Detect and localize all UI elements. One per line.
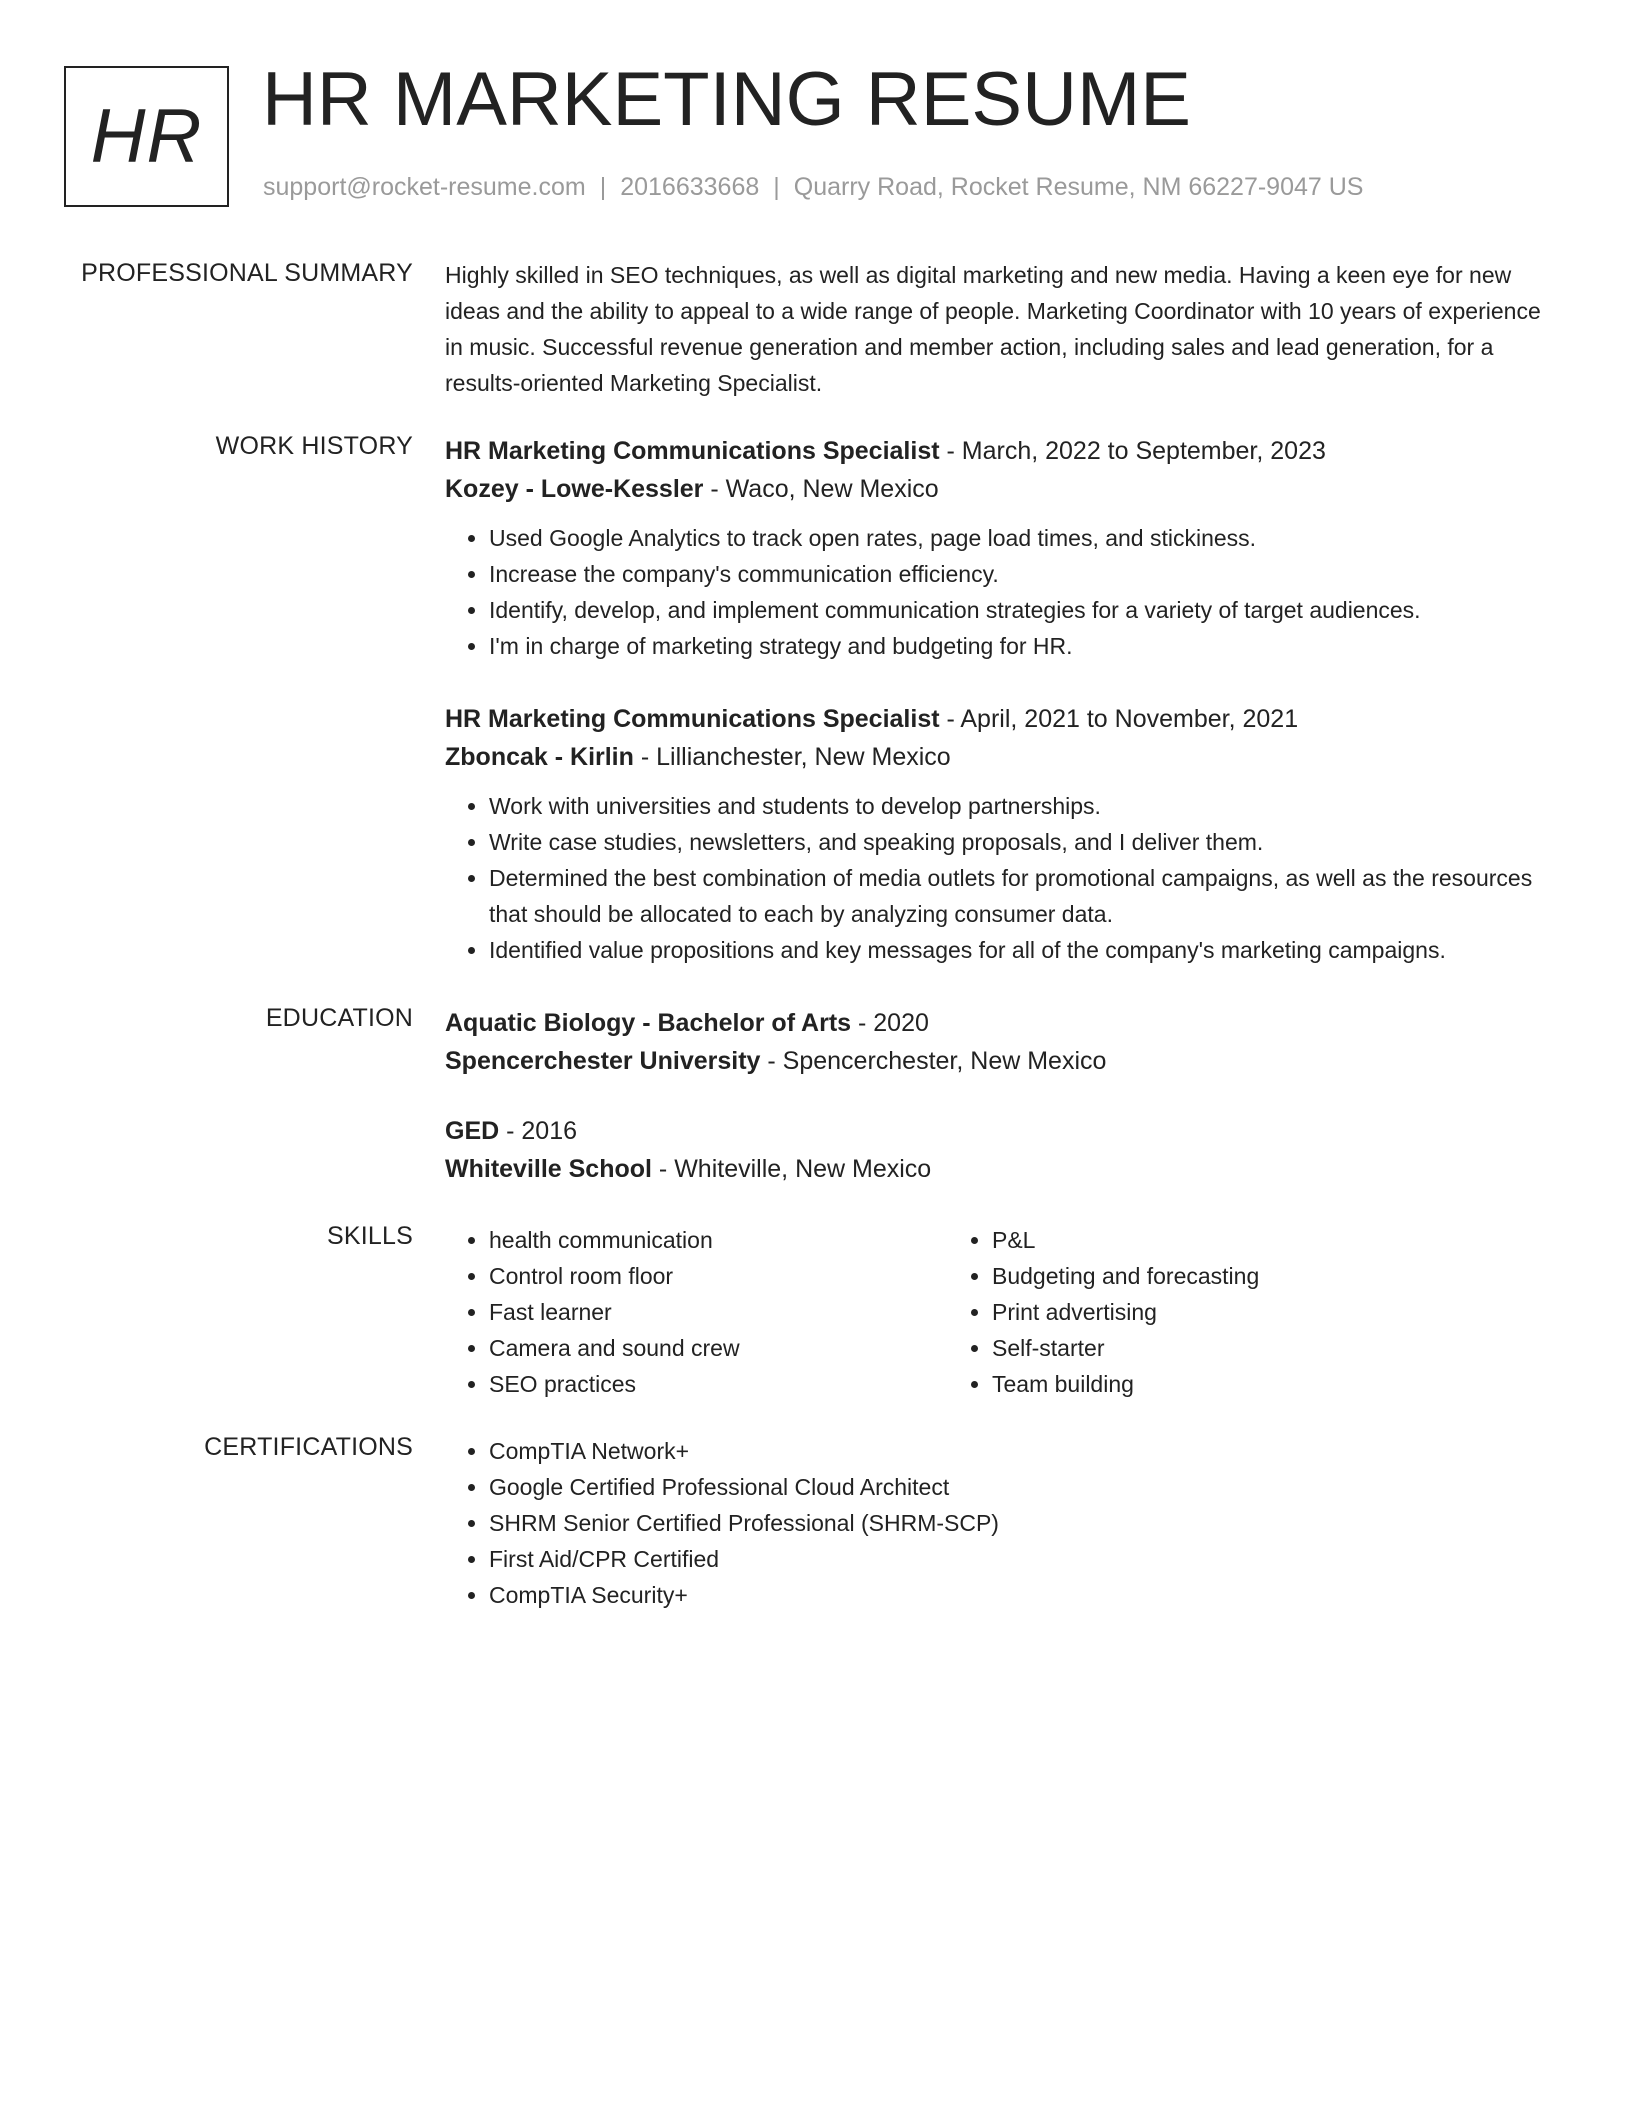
- education-heading: EDUCATION: [265, 1004, 413, 1032]
- skills-list-right: [948, 1222, 1451, 1402]
- certification-item: • CompTIA Network+: [489, 1433, 1565, 1469]
- summary-text: Highly skilled in SEO techniques, as well as digital marketing and new media. Having a keen eye for new ideas and the ability to appeal to a wide range of people. Marketing Coordinator with 10 years of experience in music. Successful revenue generation and member action, including sales and lead generation, for a results-oriented Marketing Specialist.: [445, 262, 1541, 396]
- job-entry: [445, 432, 1565, 664]
- education-school-line: [445, 1150, 1565, 1188]
- education-entry: [445, 1112, 1565, 1188]
- certification-item: • First Aid/CPR Certified: [489, 1541, 1565, 1577]
- education-school-line: [445, 1042, 1565, 1080]
- certifications-body: [445, 1433, 1565, 1613]
- work-history-body: [445, 432, 1565, 968]
- skill-item: • Control room floor: [489, 1258, 948, 1294]
- work-history-heading: WORK HISTORY: [215, 432, 413, 460]
- job-bullet: • Determined the best combination of media outlets for promotional campaigns, as well as the resources that should be allocated to each by analyzing consumer data.: [489, 860, 1565, 932]
- education-school: Whiteville School: [445, 1155, 652, 1183]
- job-dates: - April, 2021 to November, 2021: [939, 705, 1299, 733]
- job-bullet: • Work with universities and students to develop partnerships.: [489, 788, 1565, 824]
- certification-item: • CompTIA Security+: [489, 1577, 1565, 1613]
- job-location: - Lillianchester, New Mexico: [633, 743, 951, 771]
- contact-phone: 2016633668: [620, 173, 760, 201]
- job-location: - Waco, New Mexico: [703, 475, 939, 503]
- education-degree: Aquatic Biology - Bachelor of Arts: [445, 1009, 852, 1037]
- job-title-line: [445, 700, 1565, 738]
- skill-item: • SEO practices: [489, 1366, 948, 1402]
- summary-heading: PROFESSIONAL SUMMARY: [81, 259, 413, 287]
- education-location: - Whiteville, New Mexico: [651, 1155, 932, 1183]
- resume-title: HR MARKETING RESUME: [262, 57, 1191, 142]
- job-bullets: [445, 788, 1565, 968]
- job-entry: [445, 700, 1565, 968]
- contact-separator: |: [599, 173, 607, 201]
- education-location: - Spencerchester, New Mexico: [760, 1047, 1107, 1075]
- job-bullet: • I'm in charge of marketing strategy and budgeting for HR.: [489, 628, 1565, 664]
- education-degree: GED: [445, 1117, 500, 1145]
- education-degree-line: [445, 1004, 1565, 1042]
- skill-item: • Camera and sound crew: [489, 1330, 948, 1366]
- job-company: Zboncak - Kirlin: [445, 743, 634, 771]
- skill-item: • Self-starter: [992, 1330, 1451, 1366]
- skill-item: • Print advertising: [992, 1294, 1451, 1330]
- skills-columns: [445, 1222, 1565, 1402]
- skill-item: • health communication: [489, 1222, 948, 1258]
- skill-item: • P&L: [992, 1222, 1451, 1258]
- education-degree-line: [445, 1112, 1565, 1150]
- monogram-text: HR: [90, 94, 203, 179]
- summary-body: [445, 259, 1565, 401]
- job-title: HR Marketing Communications Specialist: [445, 437, 940, 465]
- contact-line: [263, 173, 1363, 202]
- skill-item: • Team building: [992, 1366, 1451, 1402]
- contact-separator: |: [773, 173, 780, 201]
- job-title: HR Marketing Communications Specialist: [445, 705, 940, 733]
- job-dates: - March, 2022 to September, 2023: [939, 437, 1326, 465]
- skill-item: • Fast learner: [489, 1294, 948, 1330]
- job-bullet: • Used Google Analytics to track open rates, page load times, and stickiness.: [489, 520, 1565, 556]
- job-company-line: [445, 470, 1565, 508]
- job-bullet: • Increase the company's communication efficiency.: [489, 556, 1565, 592]
- job-bullets: [445, 520, 1565, 664]
- certifications-heading: CERTIFICATIONS: [204, 1433, 413, 1461]
- education-year: - 2016: [499, 1117, 578, 1145]
- education-year: - 2020: [851, 1009, 929, 1037]
- certification-item: • SHRM Senior Certified Professional (SHRM-SCP): [489, 1505, 1565, 1541]
- job-company: Kozey - Lowe-Kessler: [445, 475, 704, 503]
- job-bullet: • Write case studies, newsletters, and speaking proposals, and I deliver them.: [489, 824, 1565, 860]
- job-bullet: • Identified value propositions and key messages for all of the company's marketing campaigns.: [489, 932, 1565, 968]
- certifications-list: [445, 1433, 1565, 1613]
- certification-item: • Google Certified Professional Cloud Architect: [489, 1469, 1565, 1505]
- education-school: Spencerchester University: [445, 1047, 761, 1075]
- job-bullet: • Identify, develop, and implement communication strategies for a variety of target audiences.: [489, 592, 1565, 628]
- skill-item: • Budgeting and forecasting: [992, 1258, 1451, 1294]
- skills-body: [445, 1222, 1565, 1402]
- job-company-line: [445, 738, 1565, 776]
- monogram-logo: [64, 66, 229, 207]
- contact-email: support@rocket-resume.com: [263, 173, 586, 201]
- job-title-line: [445, 432, 1565, 470]
- skills-heading: SKILLS: [327, 1222, 413, 1250]
- education-entry: [445, 1004, 1565, 1080]
- education-body: [445, 1004, 1565, 1188]
- contact-address: Quarry Road, Rocket Resume, NM 66227-9047 US: [793, 173, 1364, 201]
- skills-list-left: [445, 1222, 948, 1402]
